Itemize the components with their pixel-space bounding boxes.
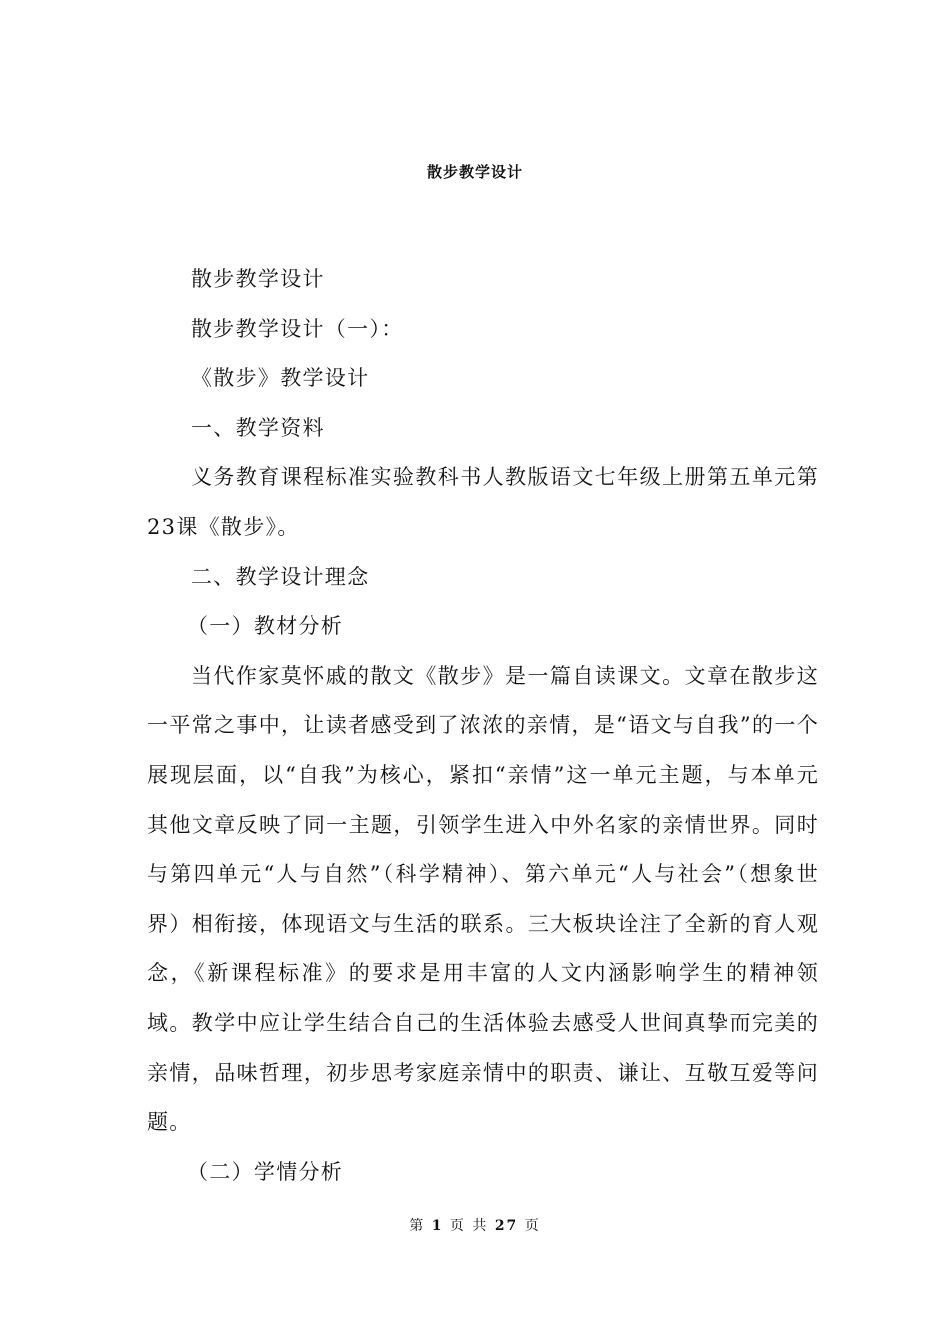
paragraph-textbook-analysis: 当代作家莫怀戚的散文《散步》是一篇自读课文。文章在散步这一平常之事中，让读者感受到了浓浓的亲情，是“语文与自我”的一个展现层面，以“自我”为核心，紧扣“亲情”这一单元主题，与本单元其他文章反映了同一主题，引领学生进入中外名家的亲情世界。同时与第四单元“人与自然”（科学精神）、第六单元“人与社会”（想象世界）相衔接，体现语文与生活的联系。三大板块诠注了全新的育人观念，《新课程标准》的要求是用丰富的人文内涵影响学生的精神领域。教学中应让学生结合自己的生活体验去感受人世间真挚而完美的亲情，品味哲理，初步思考家庭亲情中的职责、谦让、互敬互爱等问题。 — [147, 663, 819, 1135]
footer-suffix: 页 — [524, 1218, 541, 1234]
heading-part-one: 散步教学设计（一）： — [191, 316, 404, 341]
footer-current-page: 1 — [431, 1218, 444, 1234]
section-heading-materials: 一、教学资料 — [191, 415, 325, 440]
document-body — [147, 255, 819, 1197]
footer-prefix: 第 — [409, 1218, 426, 1234]
subheading-student-analysis: （二）学情分析 — [187, 1159, 344, 1184]
heading-main: 散步教学设计 — [191, 267, 325, 291]
document-title: 散步教学设计 — [426, 163, 523, 181]
paragraph-materials: 义务教育课程标准实验教科书人教版语文七年级上册第五单元第23课《散步》。 — [147, 465, 819, 539]
footer-middle: 页 共 — [449, 1218, 489, 1234]
subheading-textbook-analysis: （一）教材分析 — [187, 614, 344, 639]
footer-total-pages: 27 — [494, 1218, 519, 1234]
section-heading-design-concept: 二、教学设计理念 — [191, 564, 370, 589]
page-footer — [0, 1216, 950, 1236]
heading-lesson-title: 《散步》教学设计 — [191, 366, 370, 391]
